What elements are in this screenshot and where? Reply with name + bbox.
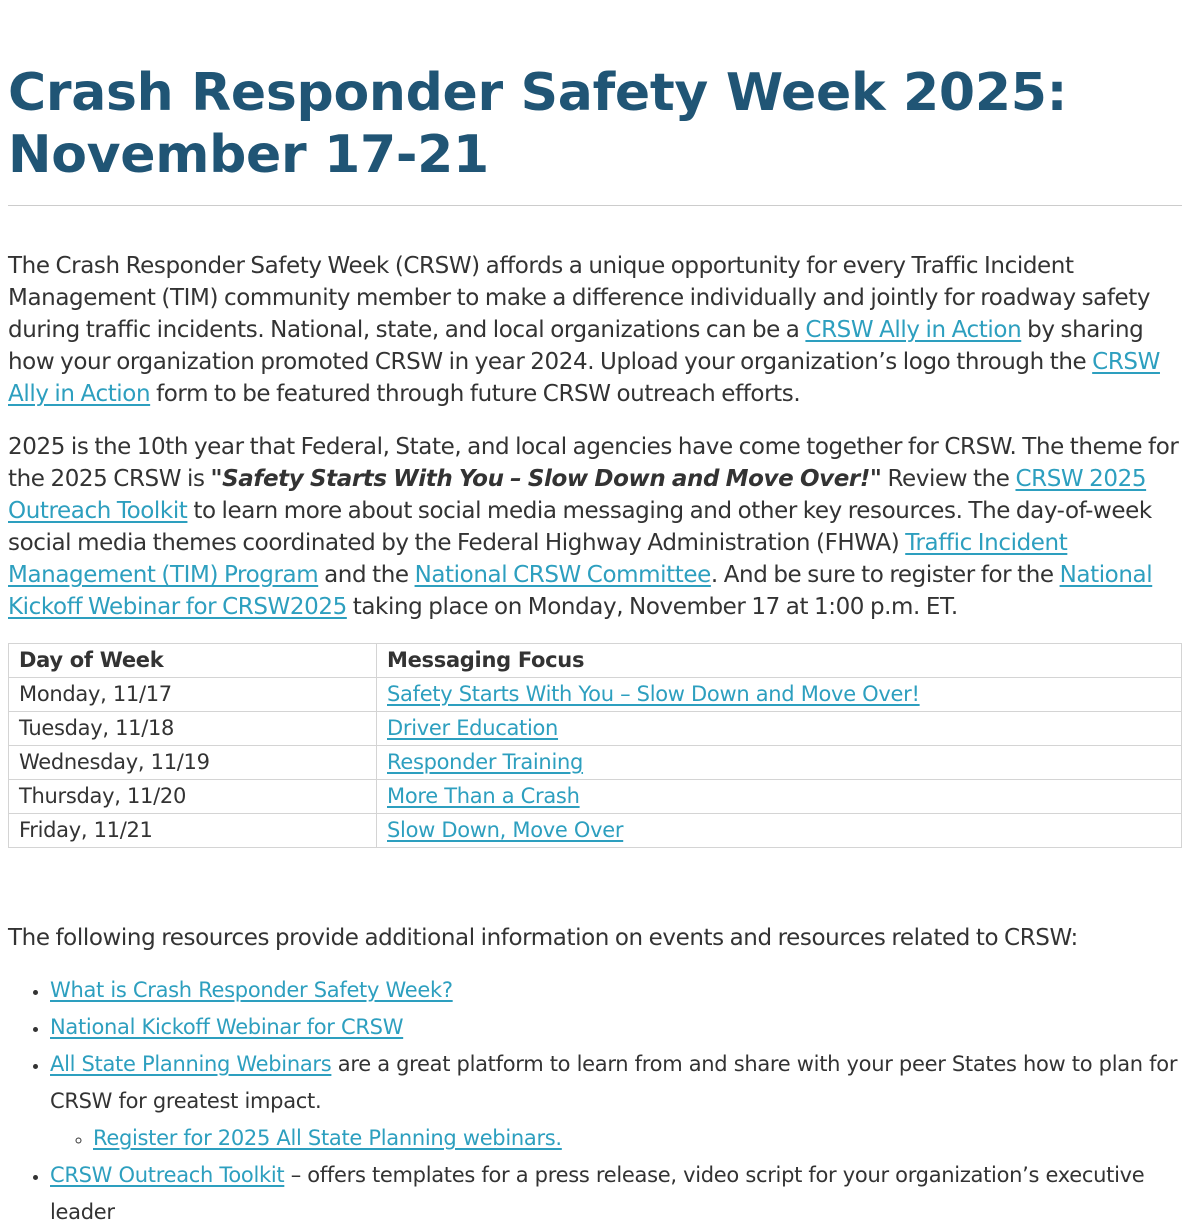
list-item (50, 1046, 1182, 1157)
theme-paragraph (8, 431, 1182, 623)
resources-list (8, 972, 1182, 1231)
focus-cell (377, 814, 1182, 848)
theme-text-5: . And be sure to register for the (710, 562, 1060, 588)
list-item-description: are a great platform to learn from and share with your peer States how to plan for CRSW for greatest impact. (50, 1052, 1178, 1113)
schedule-table (8, 643, 1182, 848)
register-planning-webinars-link[interactable]: Register for 2025 All State Planning webinars. (93, 1126, 562, 1150)
resources-intro: The following resources provide additional information on events and resources related to CRSW: (8, 925, 1078, 951)
page-content (8, 62, 1182, 1231)
table-row (9, 814, 1182, 848)
list-item (93, 1120, 1182, 1157)
theme-text-6: taking place on Monday, November 17 at 1:00 p.m. ET. (346, 594, 958, 620)
focus-link[interactable]: Driver Education (387, 716, 559, 740)
intro-text-2: by sharing how your organization promoted CRSW in year 2024. Upload your organization’s logo through the (8, 317, 1144, 375)
crsw-ally-in-action-form-link[interactable]: CRSW Ally in Action (8, 349, 1160, 407)
national-crsw-committee-link[interactable]: National CRSW Committee (414, 562, 711, 588)
what-is-crsw-link[interactable]: What is Crash Responder Safety Week? (50, 978, 453, 1002)
list-item (50, 1157, 1182, 1231)
intro-text-1: The Crash Responder Safety Week (CRSW) affords a unique opportunity for every Traffic Incident Management (TIM) community member to make a difference individually and jointly for roadway safety during traffic incidents. National, state, and local organizations can be a (8, 253, 1151, 343)
theme-text-2: Review the (881, 466, 1016, 492)
crsw-outreach-toolkit-link[interactable]: CRSW Outreach Toolkit (50, 1163, 285, 1187)
focus-cell (377, 678, 1182, 712)
page-title-line-2: November 17-21 (8, 125, 489, 185)
theme-text-4: and the (318, 562, 415, 588)
kickoff-webinar-2025-link[interactable]: National Kickoff Webinar for CRSW2025 (8, 562, 1153, 620)
tim-program-link[interactable]: Traffic Incident Management (TIM) Program (8, 530, 1068, 588)
focus-cell (377, 712, 1182, 746)
all-state-planning-webinars-link[interactable]: All State Planning Webinars (50, 1052, 332, 1076)
list-item (50, 972, 1182, 1009)
list-item-description: – offers templates for a press release, video script for your organization’s executive leader (50, 1163, 1145, 1224)
theme-text-1: 2025 is the 10th year that Federal, State, and local agencies have come together for CRSW. The theme for the 2025 CRSW is (8, 434, 1179, 492)
outreach-toolkit-link[interactable]: CRSW 2025 Outreach Toolkit (8, 466, 1147, 524)
day-cell: Monday, 11/17 (9, 678, 377, 712)
list-item (50, 1009, 1182, 1046)
table-row (9, 746, 1182, 780)
table-row (9, 780, 1182, 814)
focus-link[interactable]: Responder Training (387, 750, 584, 774)
day-cell: Wednesday, 11/19 (9, 746, 377, 780)
crsw-theme: "Safety Starts With You – Slow Down and Move Over!" (210, 466, 882, 492)
theme-text-3: to learn more about social media messaging and other key resources. The day-of-week social media themes coordinated by the Federal Highway Administration (FHWA) (8, 498, 1152, 556)
table-row (9, 678, 1182, 712)
page-title (8, 62, 1182, 186)
focus-link[interactable]: Safety Starts With You – Slow Down and Move Over! (387, 682, 920, 706)
page-title-line-1: Crash Responder Safety Week 2025: (8, 63, 1068, 123)
intro-text-3: form to be featured through future CRSW outreach efforts. (150, 381, 801, 407)
day-cell: Thursday, 11/20 (9, 780, 377, 814)
title-divider (8, 205, 1182, 206)
crsw-ally-in-action-link[interactable]: CRSW Ally in Action (805, 317, 1022, 343)
header-day-of-week: Day of Week (9, 644, 377, 678)
intro-paragraph (8, 250, 1182, 410)
focus-cell (377, 780, 1182, 814)
focus-link[interactable]: Slow Down, Move Over (387, 818, 624, 842)
focus-cell (377, 746, 1182, 780)
header-messaging-focus: Messaging Focus (377, 644, 1182, 678)
focus-link[interactable]: More Than a Crash (387, 784, 580, 808)
table-header-row (9, 644, 1182, 678)
national-kickoff-webinar-link[interactable]: National Kickoff Webinar for CRSW (50, 1015, 404, 1039)
day-cell: Friday, 11/21 (9, 814, 377, 848)
day-cell: Tuesday, 11/18 (9, 712, 377, 746)
table-row (9, 712, 1182, 746)
resources-sublist (50, 1120, 1182, 1157)
